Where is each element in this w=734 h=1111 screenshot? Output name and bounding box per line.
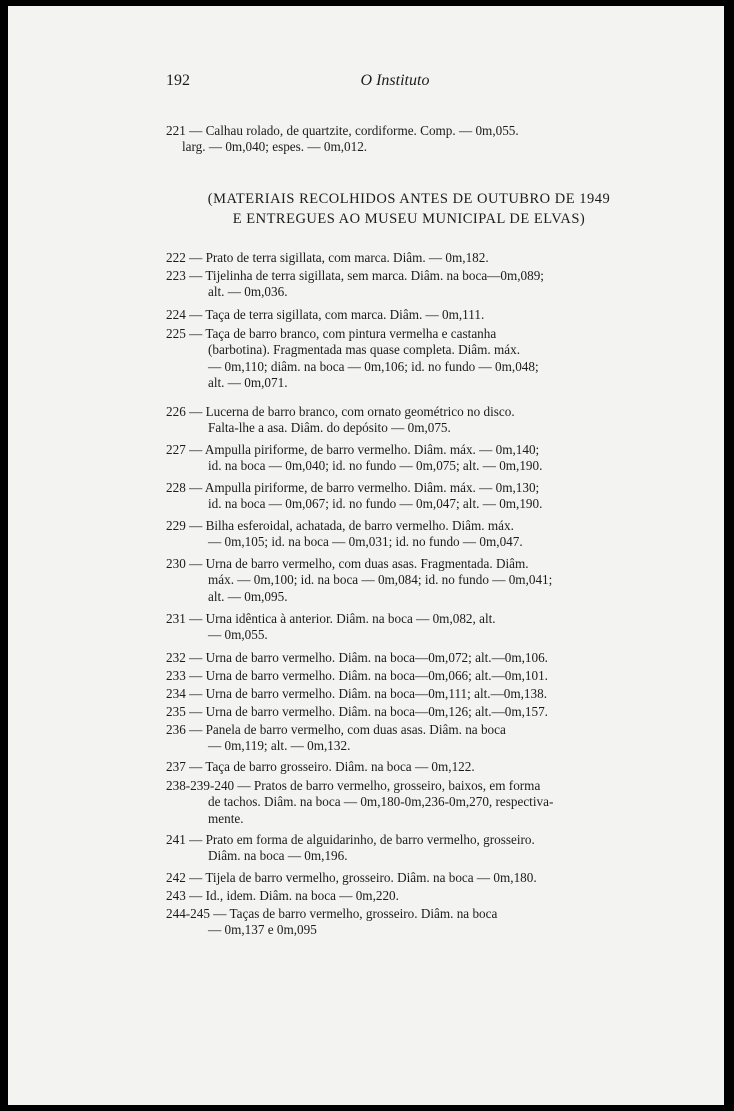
entry-228: 228 — Ampulla piriforme, de barro vermelho. Diâm. máx. — 0m,130; id. na boca — 0m,067; id. no fundo — 0m,047; alt. — 0m,190.	[166, 480, 543, 512]
entry-231: 231 — Urna idêntica à anterior. Diâm. na boca — 0m,082, alt. — 0m,055.	[166, 611, 496, 643]
entry-243: 243 — Id., idem. Diâm. na boca — 0m,220.	[166, 888, 399, 903]
entry-230: 230 — Urna de barro vermelho, com duas asas. Fragmentada. Diâm. máx. — 0m,100; id. na boca — 0m,084; id. no fundo — 0m,041; alt. — 0m,095.	[166, 556, 553, 604]
entry-221: 221 — Calhau rolado, de quartzite, cordiforme. Comp. — 0m,055. larg. — 0m,040; espes. — 0m,012.	[166, 123, 519, 155]
entry-224: 224 — Taça de terra sigillata, com marca. Diâm. — 0m,111.	[166, 307, 485, 322]
entry-238-240: 238-239-240 — Pratos de barro vermelho, grosseiro, baixos, em forma de tachos. Diâm. na boca — 0m,180-0m,236-0m,270, respectiva- mente.	[166, 778, 554, 826]
entry-225: 225 — Taça de barro branco, com pintura vermelha e castanha (barbotina). Fragmentada mas quase completa. Diâm. máx. — 0m,110; diâm. na boca — 0m,106; id. no fundo — 0m,048; alt. — 0m,071.	[166, 326, 539, 391]
entry-222: 222 — Prato de terra sigillata, com marca. Diâm. — 0m,182.	[166, 250, 489, 265]
entry-242: 242 — Tijela de barro vermelho, grosseiro. Diâm. na boca — 0m,180.	[166, 870, 537, 885]
entry-241: 241 — Prato em forma de alguidarinho, de barro vermelho, grosseiro. Diâm. na boca — 0m,196.	[166, 832, 535, 864]
entry-226: 226 — Lucerna de barro branco, com ornato geométrico no disco. Falta-lhe a asa. Diâm. do depósito — 0m,075.	[166, 404, 515, 436]
entry-237: 237 — Taça de barro grosseiro. Diâm. na boca — 0m,122.	[166, 759, 475, 774]
entry-223: 223 — Tijelinha de terra sigillata, sem marca. Diâm. na boca—0m,089; alt. — 0m,036.	[166, 268, 544, 300]
entry-227: 227 — Ampulla piriforme, de barro vermelho. Diâm. máx. — 0m,140; id. na boca — 0m,040; id. no fundo — 0m,075; alt. — 0m,190.	[166, 442, 543, 474]
document-page	[8, 6, 724, 1105]
entry-232: 232 — Urna de barro vermelho. Diâm. na boca—0m,072; alt.—0m,106.	[166, 650, 548, 665]
section-heading: (MATERIAIS RECOLHIDOS ANTES DE OUTUBRO DE 1949 E ENTREGUES AO MUSEU MUNICIPAL DE ELVAS)	[207, 191, 611, 227]
entry-229: 229 — Bilha esferoidal, achatada, de barro vermelho. Diâm. máx. — 0m,105; id. na boca — 0m,031; id. no fundo — 0m,047.	[166, 518, 523, 550]
journal-title: O Instituto	[360, 72, 430, 89]
entry-234: 234 — Urna de barro vermelho. Diâm. na boca—0m,111; alt.—0m,138.	[166, 686, 548, 701]
entry-235: 235 — Urna de barro vermelho. Diâm. na boca—0m,126; alt.—0m,157.	[166, 704, 548, 719]
entry-233: 233 — Urna de barro vermelho. Diâm. na boca—0m,066; alt.—0m,101.	[166, 668, 548, 683]
page-number: 192	[166, 72, 190, 89]
entry-244-245: 244-245 — Taças de barro vermelho, grosseiro. Diâm. na boca — 0m,137 e 0m,095	[166, 906, 498, 938]
entry-236: 236 — Panela de barro vermelho, com duas asas. Diâm. na boca — 0m,119; alt. — 0m,132.	[166, 722, 506, 754]
